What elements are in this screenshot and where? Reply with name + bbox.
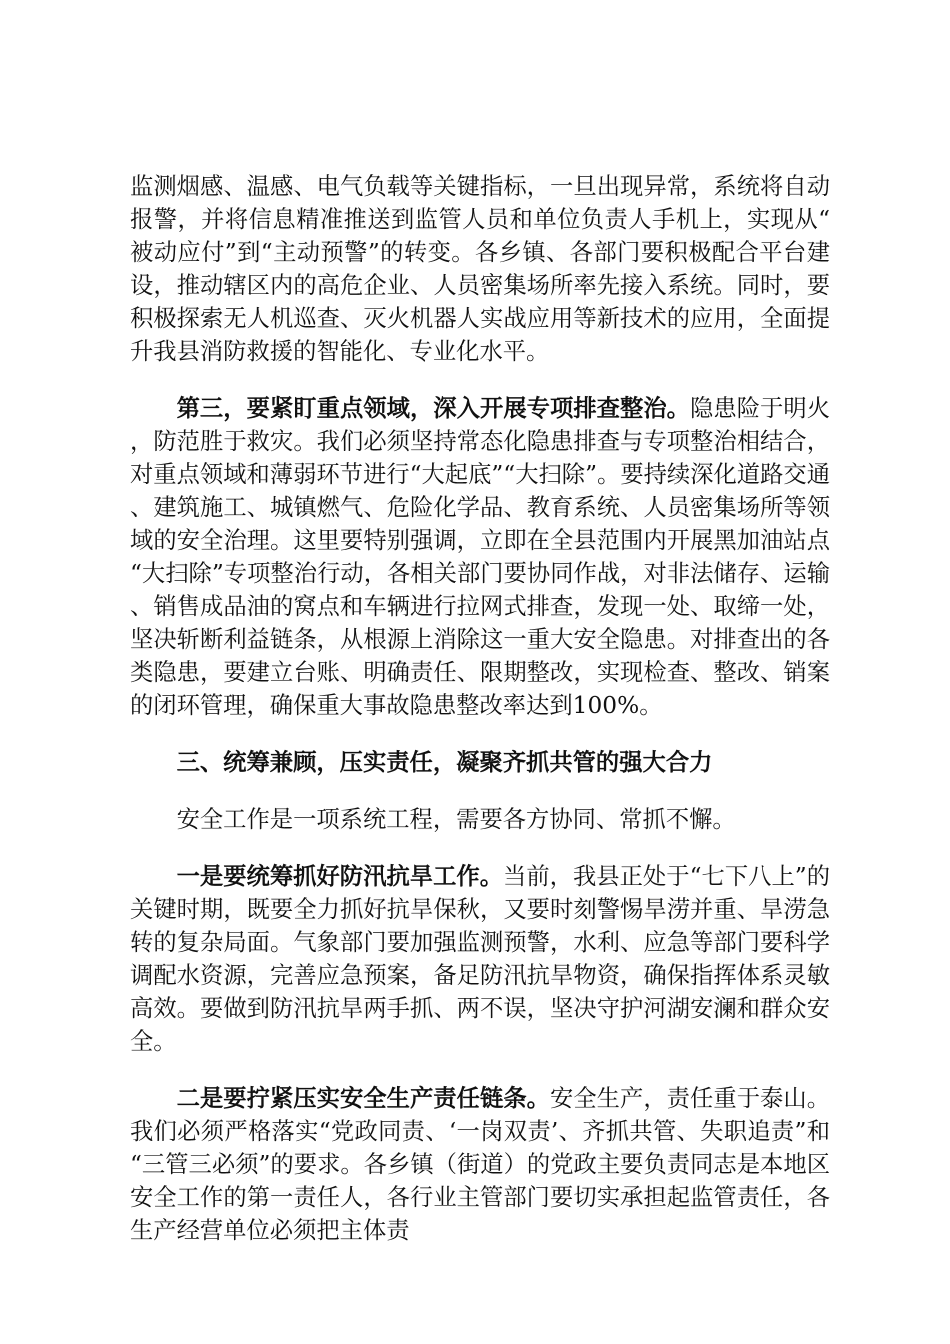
paragraph-continued: 监测烟感、温感、电气负载等关键指标，一旦出现异常，系统将自动报警，并将信息精准推送到监管人员和单位负责人手机上，实现从“被动应付”到“主动预警”的转变。各乡镇、各部门要积极配合平台建设，推动辖区内的高危企业、人员密集场所率先接入系统。同时，要积极探索无人机巡查、灭火机器人实战应用等新技术的应用，全面提升我县消防救援的智能化、专业化水平。	[130, 173, 830, 365]
paragraph-intro: 安全工作是一项系统工程，需要各方协同、常抓不懈。	[176, 806, 736, 833]
section-heading: 三、统筹兼顾，压实责任，凝聚齐抓共管的强大合力	[176, 749, 713, 776]
paragraph-body: 当前，我县正处于“七下八上”的关键时期，既要全力抓好抗旱保秋，又要时刻警惕旱涝并重、旱涝急转的复杂局面。气象部门要加强监测预警，水利、应急等部门要科学调配水资源，完善应急预案，备足防汛抗旱物资，确保指挥体系灵敏高效。要做到防汛抗旱两手抓、两不误，坚决守护河湖安澜和群众安全。	[130, 863, 830, 1055]
paragraph-third-point	[130, 392, 830, 722]
paragraph-lead: 第三，要紧盯重点领域，深入开展专项排查整治。	[176, 395, 691, 422]
paragraph-lead: 一是要统筹抓好防汛抗旱工作。	[176, 863, 504, 890]
paragraph-flood-control	[130, 860, 830, 1058]
document-page	[130, 170, 830, 1247]
paragraph-body: 隐患险于明火，防范胜于救灾。我们必须坚持常态化隐患排查与专项整治相结合，对重点领域和薄弱环节进行“大起底”“大扫除”。要持续深化道路交通、建筑施工、城镇燃气、危险化学品、教育系统、人员密集场所等领域的安全治理。这里要特别强调，立即在全县范围内开展黑加油站点“大扫除”专项整治行动，各相关部门要协同作战，对非法储存、运输、销售成品油的窝点和车辆进行拉网式排查，发现一处、取缔一处，坚决斩断利益链条，从根源上消除这一重大安全隐患。对排查出的各类隐患，要建立台账、明确责任、限期整改，实现检查、整改、销案的闭环管理，确保重大事故隐患整改率达到100%。	[130, 395, 830, 719]
paragraph-responsibility	[130, 1082, 830, 1247]
paragraph-lead: 二是要拧紧压实安全生产责任链条。	[176, 1085, 550, 1112]
paragraph-body: 安全生产，责任重于泰山。我们必须严格落实“党政同责、‘一岗双责’、齐抓共管、失职追责”和“三管三必须”的要求。各乡镇（街道）的党政主要负责同志是本地区安全工作的第一责任人，各行业主管部门要切实承担起监管责任，各生产经营单位必须把主体责	[130, 1085, 831, 1244]
